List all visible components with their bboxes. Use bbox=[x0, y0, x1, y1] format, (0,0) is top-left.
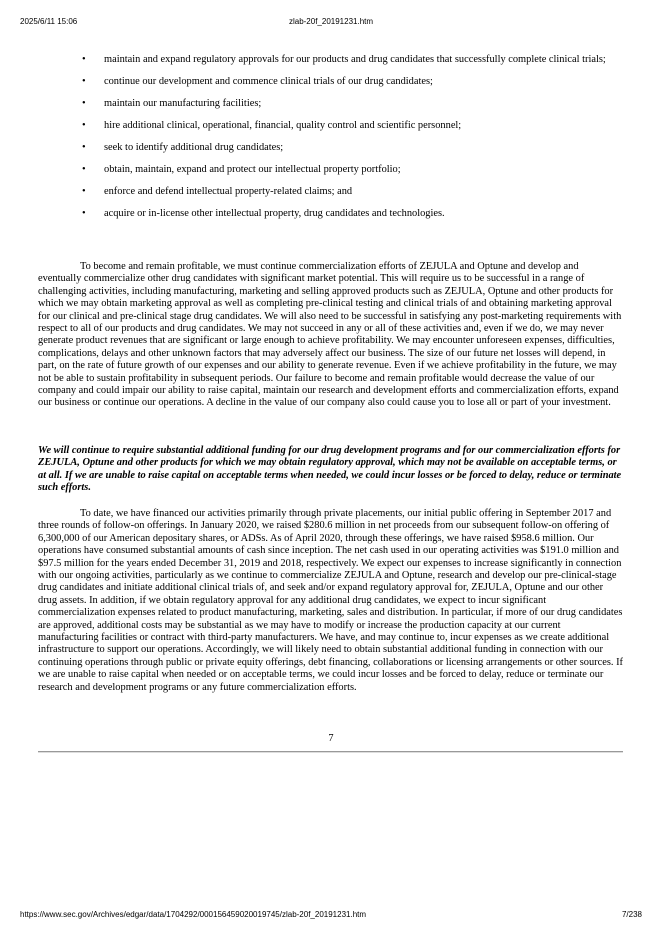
risk-factor-heading: We will continue to require substantial additional funding for our drug development programs and for our commercialization efforts for ZEJULA, Optune and other products for which we may obtain regulatory approval, which may not be available on acceptable terms, or at all. If we are unable to raise capital on acceptable terms when needed, we could incur losses or be forced to delay, reduce or terminate such efforts. bbox=[38, 445, 622, 494]
list-item-text: obtain, maintain, expand and protect our intellectual property portfolio; bbox=[104, 164, 401, 175]
bullet-icon: • bbox=[82, 164, 86, 175]
list-item bbox=[38, 186, 623, 198]
bullet-icon: • bbox=[82, 142, 86, 153]
footer-page-count: 7/238 bbox=[621, 910, 642, 919]
page-number: 7 bbox=[328, 733, 334, 744]
bullet-list bbox=[38, 54, 623, 230]
bullet-icon: • bbox=[82, 54, 86, 65]
list-item-text: maintain our manufacturing facilities; bbox=[104, 98, 262, 109]
list-item bbox=[38, 164, 623, 176]
print-title: zlab-20f_20191231.htm bbox=[288, 17, 374, 26]
footer-url: https://www.sec.gov/Archives/edgar/data/1704292/000156459020019745/zlab-20f_20191231.htm bbox=[20, 910, 367, 919]
bullet-icon: • bbox=[82, 208, 86, 219]
print-datetime: 2025/6/11 15:06 bbox=[20, 17, 78, 26]
list-item-text: hire additional clinical, operational, financial, quality control and scientific personnel; bbox=[104, 120, 462, 131]
bullet-icon: • bbox=[82, 76, 86, 87]
bullet-icon: • bbox=[82, 98, 86, 109]
list-item-text: continue our development and commence clinical trials of our drug candidates; bbox=[104, 76, 433, 87]
page-divider bbox=[38, 751, 623, 753]
profitability-paragraph: To become and remain profitable, we must continue commercialization efforts of ZEJULA and Optune and develop and eventually commercialize other drug candidates with significant market potential. This will require us to be successful in a range of challenging activities, including manufacturing, marketing and selling approved products such as ZEJULA, Optune and other products for which we may obtain marketing approval as well as completing pre-clinical testing and clinical trials of and obtaining marketing approval for our clinical and pre-clinical stage drug candidates. We will also need to be successful in satisfying any post-marketing requirements with respect to all of our products and drug candidates. We may not succeed in any or all of these activities and, even if we do, we may never generate product revenues that are significant or large enough to achieve profitability. We may encounter unforeseen expenses, difficulties, complications, delays and other unknown factors that may adversely affect our business. The size of our future net losses will depend, in part, on the rate of future growth of our expenses and our ability to generate revenue. Even if we achieve profitability in the future, we may not be able to sustain profitability in subsequent periods. Our failure to become and remain profitable would decrease the value of our company and could impair our ability to raise capital, maintain our research and development efforts and commercialization efforts, expand our business or continue our operations. A decline in the value of our company also could cause you to lose all or part of your investment. bbox=[38, 261, 622, 409]
funding-paragraph: To date, we have financed our activities primarily through private placements, our initial public offering in September 2017 and three rounds of follow-on offerings. In January 2020, we raised $280.6 million in net proceeds from our subsequent follow-on offering of 6,300,000 of our American depositary shares, or ADSs. As of April 2020, through these offerings, we have raised $958.6 million. Our operations have consumed substantial amounts of cash since inception. The net cash used in our operating activities was $191.0 million and $97.5 million for the years ended December 31, 2019 and 2018, respectively. We expect our expenses to increase significantly in connection with our ongoing activities, particularly as we continue to commercialize ZEJULA and Optune, research and develop our pre-clinical-stage drug candidates and initiate additional clinical trials of, and seek and/or expand regulatory approval for, ZEJULA, Optune and our other drug assets. In addition, if we obtain regulatory approval for any additional drug candidates, we expect to incur significant commercialization expenses related to product manufacturing, marketing, sales and distribution. In particular, if more of our drug candidates are approved, additional costs may be substantial as we may have to modify or increase the production capacity at our current manufacturing facilities or contract with third-party manufacturers. We have, and may continue to, incur expenses as we create additional infrastructure to support our operations. Accordingly, we will likely need to obtain substantial additional funding in connection with our continuing operations through public or private equity offerings, debt financing, collaborations or licensing arrangements or other sources. If we are unable to raise capital when needed or on acceptable terms, we could incur losses and be forced to delay, reduce or terminate our research and development programs or any future commercialization efforts. bbox=[38, 508, 623, 693]
list-item bbox=[38, 208, 623, 220]
bullet-icon: • bbox=[82, 120, 86, 131]
list-item-text: seek to identify additional drug candidates; bbox=[104, 142, 284, 153]
list-item bbox=[38, 98, 623, 110]
list-item bbox=[38, 120, 623, 132]
bullet-icon: • bbox=[82, 186, 86, 197]
list-item bbox=[38, 142, 623, 154]
list-item bbox=[38, 76, 623, 88]
list-item-text: enforce and defend intellectual property-related claims; and bbox=[104, 186, 353, 197]
list-item bbox=[38, 54, 623, 66]
list-item-text: maintain and expand regulatory approvals for our products and drug candidates that successfully complete clinical trials; bbox=[104, 54, 606, 65]
list-item-text: acquire or in-license other intellectual property, drug candidates and technologies. bbox=[104, 208, 445, 219]
